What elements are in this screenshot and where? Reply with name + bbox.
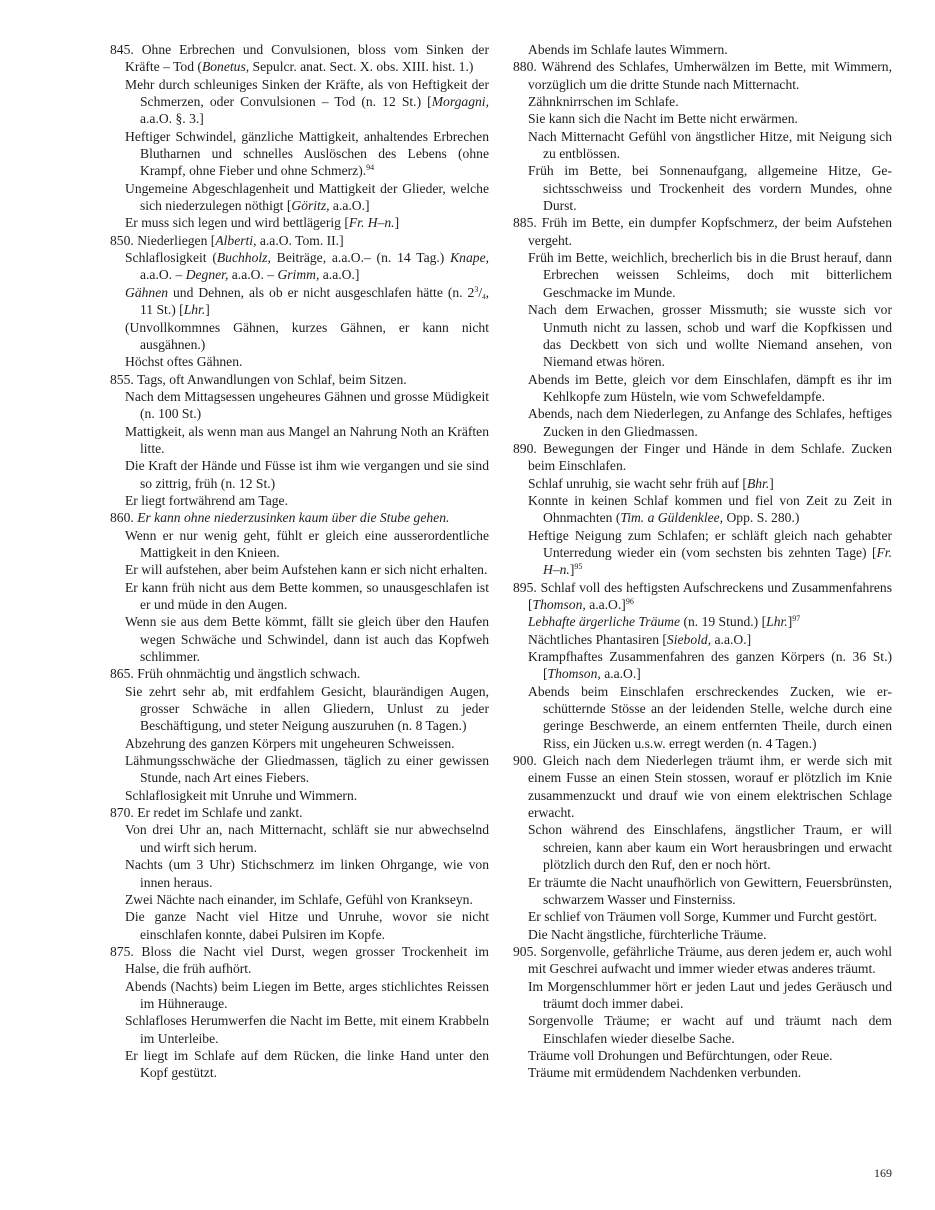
sub-entry xyxy=(513,527,892,579)
text-run: Von drei Uhr an, nach Mitternacht, schläft sie nur abwechselnd und wirft sich herum. xyxy=(125,822,489,855)
text-run: Er liegt im Schlafe auf dem Rücken, die linke Hand unter den Kopf gestützt. xyxy=(125,1047,489,1081)
text-run: 855. Tags, oft Anwandlungen von Schlaf, beim Sitzen. xyxy=(110,371,407,387)
sub-entry xyxy=(513,978,892,1013)
text-run: a.a.O.] xyxy=(319,267,360,283)
text-run: a.a.O. – xyxy=(228,267,278,283)
italic-text: Lebhafte ärgerliche Träume xyxy=(528,614,681,630)
text-run: ] xyxy=(205,302,210,318)
sub-entry xyxy=(513,648,892,683)
text-run: Zwei Nächte nach einander, im Schlafe, Gefühl von Krankseyn. xyxy=(125,891,473,907)
text-run: Er kann früh nicht aus dem Bette kommen, so unausgeschlafen ist er und müde in den Augen. xyxy=(125,579,489,612)
sub-entry xyxy=(513,110,892,127)
numbered-entry xyxy=(110,232,489,249)
text-run: Sie kann sich die Nacht im Bette nicht erwärmen. xyxy=(528,111,798,127)
text-run: a.a.O.] xyxy=(711,631,752,647)
text-run: (Unvollkommnes Gähnen, kurzes Gähnen, er kann nicht ausgähnen.) xyxy=(125,319,489,352)
sub-entry xyxy=(110,752,489,787)
italic-text: Siebold, xyxy=(666,631,712,647)
text-run: a.a.O. – xyxy=(140,267,186,283)
sub-entry xyxy=(110,457,489,492)
italic-text: Thomson, xyxy=(547,666,601,682)
text-run: Heftige Neigung zum Schlafen; er schläft gleich nach gehabter Unterredung wieder ein (vom sechsten bis zehnten Tage) [ xyxy=(528,527,892,560)
sub-entry xyxy=(110,128,489,180)
footnote-marker: 96 xyxy=(625,597,634,606)
sub-entry xyxy=(513,492,892,527)
sub-entry xyxy=(110,856,489,891)
text-run: Sie zehrt sehr ab, mit erdfahlem Gesicht, blaurändigen Augen, grosser Schwäche in allen Gliedern, Unlust zu jeder Beschäftigung, und steter Neigung auszuruhen (n. 8 Tagen.) xyxy=(125,683,489,734)
text-run: Schlafloses Herumwerfen die Nacht im Bette, mit einem Krabbeln im Unterleibe. xyxy=(125,1013,489,1046)
numbered-entry xyxy=(110,665,489,682)
sub-entry xyxy=(110,284,489,319)
numbered-entry xyxy=(110,371,489,388)
text-run: (n. 19 Stund.) [ xyxy=(680,614,767,630)
text-run: Nach dem Erwachen, grosser Missmuth; sie wusste sich vor Unmuth nicht zu lassen, schob und warf die Kopfkissen und das Deckbett von sich und wollte Niemand ansehen, von Niemand etwas hören. xyxy=(528,302,892,370)
text-run: Im Morgenschlummer hört er jeden Laut und jedes Geräusch und träumt doch immer dabei. xyxy=(528,978,892,1011)
page-number: 169 xyxy=(874,1166,892,1180)
text-run: Abends, nach dem Niederlegen, zu Anfange des Schlafes, heftiges Zucken in den Gliedmassen. xyxy=(528,406,892,439)
text-run: Schon während des Einschlafens, ängstlicher Traum, er will schreien, kann aber kaum ein Wort herausbringen und erwacht plötzlich durch den Ruf, den er noch hört. xyxy=(528,822,892,873)
footnote-marker: 94 xyxy=(366,163,375,173)
italic-text: Lhr. xyxy=(183,302,206,318)
text-run: Konnte in keinen Schlaf kommen und fiel von Zeit zu Zeit in Ohnmachten ( xyxy=(528,492,892,526)
text-run: a.a.O.] xyxy=(329,198,370,214)
text-run: Die Nacht ängstliche, fürchterliche Träume. xyxy=(528,926,767,942)
text-run: 850. Niederliegen [ xyxy=(110,232,216,248)
numbered-entry xyxy=(513,943,892,978)
text-run: Sorgenvolle Träume; er wacht auf und träumt nach dem Einschlafen wieder dieselbe Sache. xyxy=(528,1013,892,1046)
text-run: 860. xyxy=(110,510,138,526)
text-run: Abends im Bette, gleich vor dem Einschlafen, dämpft es ihr im Kehlkopfe zum Hüsteln, wie vom Schwefeldampfe. xyxy=(528,371,892,404)
italic-text: Er kann ohne niederzusinken kaum über die Stube gehen. xyxy=(137,510,450,526)
italic-text: Buchholz, xyxy=(216,250,271,266)
text-run: ] xyxy=(787,614,793,630)
text-run: Er muss sich legen und wird bettlägerig [ xyxy=(125,215,349,231)
sub-entry xyxy=(110,561,489,578)
text-run: Träume mit ermüdendem Nachdenken verbunden. xyxy=(528,1065,802,1081)
sub-entry xyxy=(110,319,489,354)
text-run: Nach Mitternacht Gefühl von ängstlicher Hitze, mit Neigung sich zu entblössen. xyxy=(528,128,892,162)
italic-text: Morgagni, xyxy=(431,94,489,110)
sub-entry xyxy=(513,613,892,630)
text-run: und Dehnen, als ob er nicht ausgeschlafen hätte (n. 2 xyxy=(168,284,475,300)
text-run: Nach dem Mittagsessen ungeheures Gähnen und grosse Müdigkeit (n. 100 St.) xyxy=(125,388,489,422)
text-run: Lähmungsschwäche der Gliedmassen, täglich zu einer gewissen Stunde, nach Art eines Fiebers. xyxy=(125,753,489,786)
sub-entry xyxy=(110,613,489,665)
sub-entry xyxy=(513,405,892,440)
sub-entry xyxy=(513,128,892,163)
text-run: Die ganze Nacht viel Hitze und Unruhe, wovor sie nicht einschlafen konnte, dabei Pulsiren im Kopfe. xyxy=(125,909,489,942)
text-run: Sepulcr. anat. Sect. X. obs. XIII. hist. 1.) xyxy=(249,59,474,75)
text-run: 880. Während des Schlafes, Umherwälzen im Bette, mit Wimmern, vorzüglich um die dritte Stunde nach Mitternacht. xyxy=(513,59,892,92)
sub-entry xyxy=(110,353,489,370)
sub-entry xyxy=(110,180,489,215)
sub-entry xyxy=(110,787,489,804)
footnote-marker: 95 xyxy=(574,562,583,572)
text-run: Ungemeine Abgeschlagenheit und Mattigkeit der Glieder, welche sich niederzulegen nöthigt [ xyxy=(125,180,489,214)
text-run: Früh im Bette, bei Sonnenaufgang, allgemeine Hitze, Gesichtsschweiss und Trockenheit des vordern Mundes, ohne Durst. xyxy=(528,163,892,214)
sub-entry xyxy=(513,1064,892,1081)
sub-entry xyxy=(513,821,892,873)
text-run: , 11 St.) [ xyxy=(140,284,489,318)
sub-entry xyxy=(513,475,892,492)
text-run: a.a.O.] xyxy=(585,597,626,612)
italic-text: Grimm, xyxy=(277,267,320,283)
text-run: 875. Bloss die Nacht viel Durst, wegen grosser Trockenheit im Halse, die früh aufhört. xyxy=(110,943,489,977)
sub-entry xyxy=(110,214,489,231)
sub-entry xyxy=(513,249,892,301)
numbered-entry xyxy=(513,440,892,475)
text-run: Mehr durch schleuniges Sinken der Kräfte, als von Heftigkeit der Schmerzen, oder Convulsionen – Tod (n. 12 St.) [ xyxy=(125,76,489,110)
text-run: Er liegt fortwährend am Tage. xyxy=(125,492,288,508)
text-run: Wenn er nur wenig geht, fühlt er gleich eine ausserordentliche Mattigkeit in den Knieen. xyxy=(125,527,489,560)
sub-entry xyxy=(110,735,489,752)
text-run: Abends beim Einschlafen erschreckendes Zucken, wie erschütternde Stösse an der leidenden Stelle, welche durch eine geringe Beschwerde, an einem entfernten Theile, durch einen Riss, ein Jücken u.s.w. erregt werden (n. 4 Tagen.) xyxy=(528,683,892,751)
text-run: Zähnknirrschen im Schlafe. xyxy=(528,94,679,110)
text-run: Höchst oftes Gähnen. xyxy=(125,354,243,370)
sub-entry xyxy=(513,683,892,752)
sub-entry xyxy=(110,76,489,128)
text-run: Die Kraft der Hände und Füsse ist ihm wie vergangen und sie sind so zittrig, früh (n. 12 St.) xyxy=(125,458,489,491)
text-run: Beiträge, a.a.O.– (n. 14 Tag.) xyxy=(270,250,451,266)
sub-entry xyxy=(110,891,489,908)
fraction-denominator: 4 xyxy=(482,292,486,301)
sub-entry xyxy=(110,1012,489,1047)
italic-text: Tim. a Güldenklee, xyxy=(620,510,724,526)
sub-entry xyxy=(513,1047,892,1064)
sub-entry xyxy=(513,874,892,909)
sub-entry xyxy=(110,579,489,614)
sub-entry xyxy=(110,1047,489,1082)
sub-entry xyxy=(513,301,892,370)
text-run: Wenn sie aus dem Bette kömmt, fällt sie gleich über den Haufen wegen Schwäche und Schwindel, dann ist auch das Kopfweh schlimmer. xyxy=(125,614,489,665)
text-run: Er will aufstehen, aber beim Aufstehen kann er sich nicht erhalten. xyxy=(125,562,488,578)
text-run: ] xyxy=(769,475,774,491)
sub-entry xyxy=(513,908,892,925)
right-column xyxy=(513,41,892,1082)
text-run: a.a.O. Tom. II.] xyxy=(256,232,344,248)
sub-entry xyxy=(513,371,892,406)
italic-text: Fr. H–n. xyxy=(348,215,395,231)
text-run: 895. Schlaf voll des heftigsten Aufschreckens und Zusammenfahrens [ xyxy=(513,579,892,612)
footnote-marker: 3 xyxy=(474,284,479,294)
text-run: Früh im Bette, weichlich, brecherlich bis in die Brust herauf, dann Erbrechen weissen Schleims, doch mit bitterlichem Geschmacke im Munde. xyxy=(528,250,892,300)
text-run: 885. Früh im Bette, ein dumpfer Kopfschmerz, der beim Aufstehen vergeht. xyxy=(513,215,892,248)
sub-entry xyxy=(110,492,489,509)
text-run: ] xyxy=(569,562,575,578)
numbered-entry xyxy=(110,41,489,76)
sub-entry xyxy=(110,978,489,1013)
text-run: Er träumte die Nacht unaufhörlich von Gewittern, Feuersbrünsten, schwarzem Wasser und Finsterniss. xyxy=(528,874,892,907)
italic-text: Lhr. xyxy=(766,614,788,630)
text-run: / xyxy=(478,284,483,300)
numbered-entry xyxy=(513,579,892,614)
text-run: Mattigkeit, als wenn man aus Mangel an Nahrung Noth an Kräften litte. xyxy=(125,423,489,456)
text-run: 865. Früh ohnmächtig und ängstlich schwach. xyxy=(110,666,361,682)
numbered-entry xyxy=(110,804,489,821)
text-run: Schlaflosigkeit ( xyxy=(125,250,217,266)
sub-entry xyxy=(110,821,489,856)
text-run: Abends im Schlafe lautes Wimmern. xyxy=(528,42,728,57)
italic-text: Bonetus, xyxy=(201,59,250,75)
sub-entry xyxy=(110,908,489,943)
text-run: Heftiger Schwindel, gänzliche Mattigkeit, anhaltendes Erbrechen Blutharnen und schnelles Auslöschen des Lebens (ohne Krampf, ohne Fieber und ohne Schmerz). xyxy=(125,128,489,179)
numbered-entry xyxy=(513,58,892,93)
italic-text: Degner, xyxy=(185,267,229,283)
sub-entry xyxy=(513,93,892,110)
italic-text: Gähnen xyxy=(125,284,169,300)
text-run: Schlaf unruhig, sie wacht sehr früh auf [ xyxy=(528,475,747,491)
numbered-entry xyxy=(513,214,892,249)
italic-text: Thomson, xyxy=(532,597,586,612)
text-run: a.a.O. §. 3.] xyxy=(140,111,204,127)
text-run: 900. Gleich nach dem Niederlegen träumt ihm, er werde sich mit einem Fusse an einen Stein stossen, worauf er plötzlich im Knie zusammenzuckt und drauf wie von einem elektrischen Schlage erwacht. xyxy=(513,753,892,821)
text-run: Träume voll Drohungen und Befürchtungen, oder Reue. xyxy=(528,1047,833,1063)
italic-text: Fr. H–n. xyxy=(543,544,892,578)
italic-text: Alberti, xyxy=(215,232,257,248)
sub-entry xyxy=(110,423,489,458)
text-run: 890. Bewegungen der Finger und Hände in dem Schlafe. Zucken beim Einschlafen. xyxy=(513,440,892,474)
text-run: 845. Ohne Erbrechen und Convulsionen, bloss vom Sinken der Kräfte – Tod ( xyxy=(110,42,489,75)
sub-entry xyxy=(110,527,489,562)
text-run: 870. Er redet im Schlafe und zankt. xyxy=(110,805,303,821)
numbered-entry xyxy=(513,752,892,821)
italic-text: Knape, xyxy=(450,250,489,266)
text-run: Er schlief von Träumen voll Sorge, Kummer und Furcht gestört. xyxy=(528,909,877,925)
left-column xyxy=(110,41,489,1082)
sub-entry xyxy=(110,683,489,735)
text-run: a.a.O.] xyxy=(600,666,641,682)
sub-entry xyxy=(110,249,489,284)
sub-entry xyxy=(513,631,892,648)
sub-entry xyxy=(513,1012,892,1047)
text-run: Abends (Nachts) beim Liegen im Bette, arges stichlichtes Reissen im Hühnerauge. xyxy=(125,978,489,1011)
text-run: Schlaflosigkeit mit Unruhe und Wimmern. xyxy=(125,787,358,803)
italic-text: Bhr. xyxy=(746,475,770,491)
numbered-entry xyxy=(110,943,489,978)
numbered-entry xyxy=(110,509,489,526)
italic-text: Göritz, xyxy=(291,198,330,214)
text-run: Krampfhaftes Zusammenfahren des ganzen Körpers (n. 36 St.) [ xyxy=(528,649,892,682)
sub-entry xyxy=(110,388,489,423)
text-run: ] xyxy=(394,215,400,231)
text-run: 905. Sorgenvolle, gefährliche Träume, aus deren jedem er, auch wohl mit Geschrei aufwacht und immer wieder etwas anderes träumt. xyxy=(513,943,892,977)
text-run: Opp. S. 280.) xyxy=(723,510,800,526)
sub-entry xyxy=(513,41,892,58)
sub-entry xyxy=(513,162,892,214)
footnote-marker: 97 xyxy=(792,614,801,624)
text-run: Nachts (um 3 Uhr) Stichschmerz im linken Ohrgange, wie von innen heraus. xyxy=(125,857,489,890)
text-run: Nächtliches Phantasiren [ xyxy=(528,631,667,647)
text-run: Abzehrung des ganzen Körpers mit ungeheuren Schweissen. xyxy=(125,735,455,751)
sub-entry xyxy=(513,926,892,943)
